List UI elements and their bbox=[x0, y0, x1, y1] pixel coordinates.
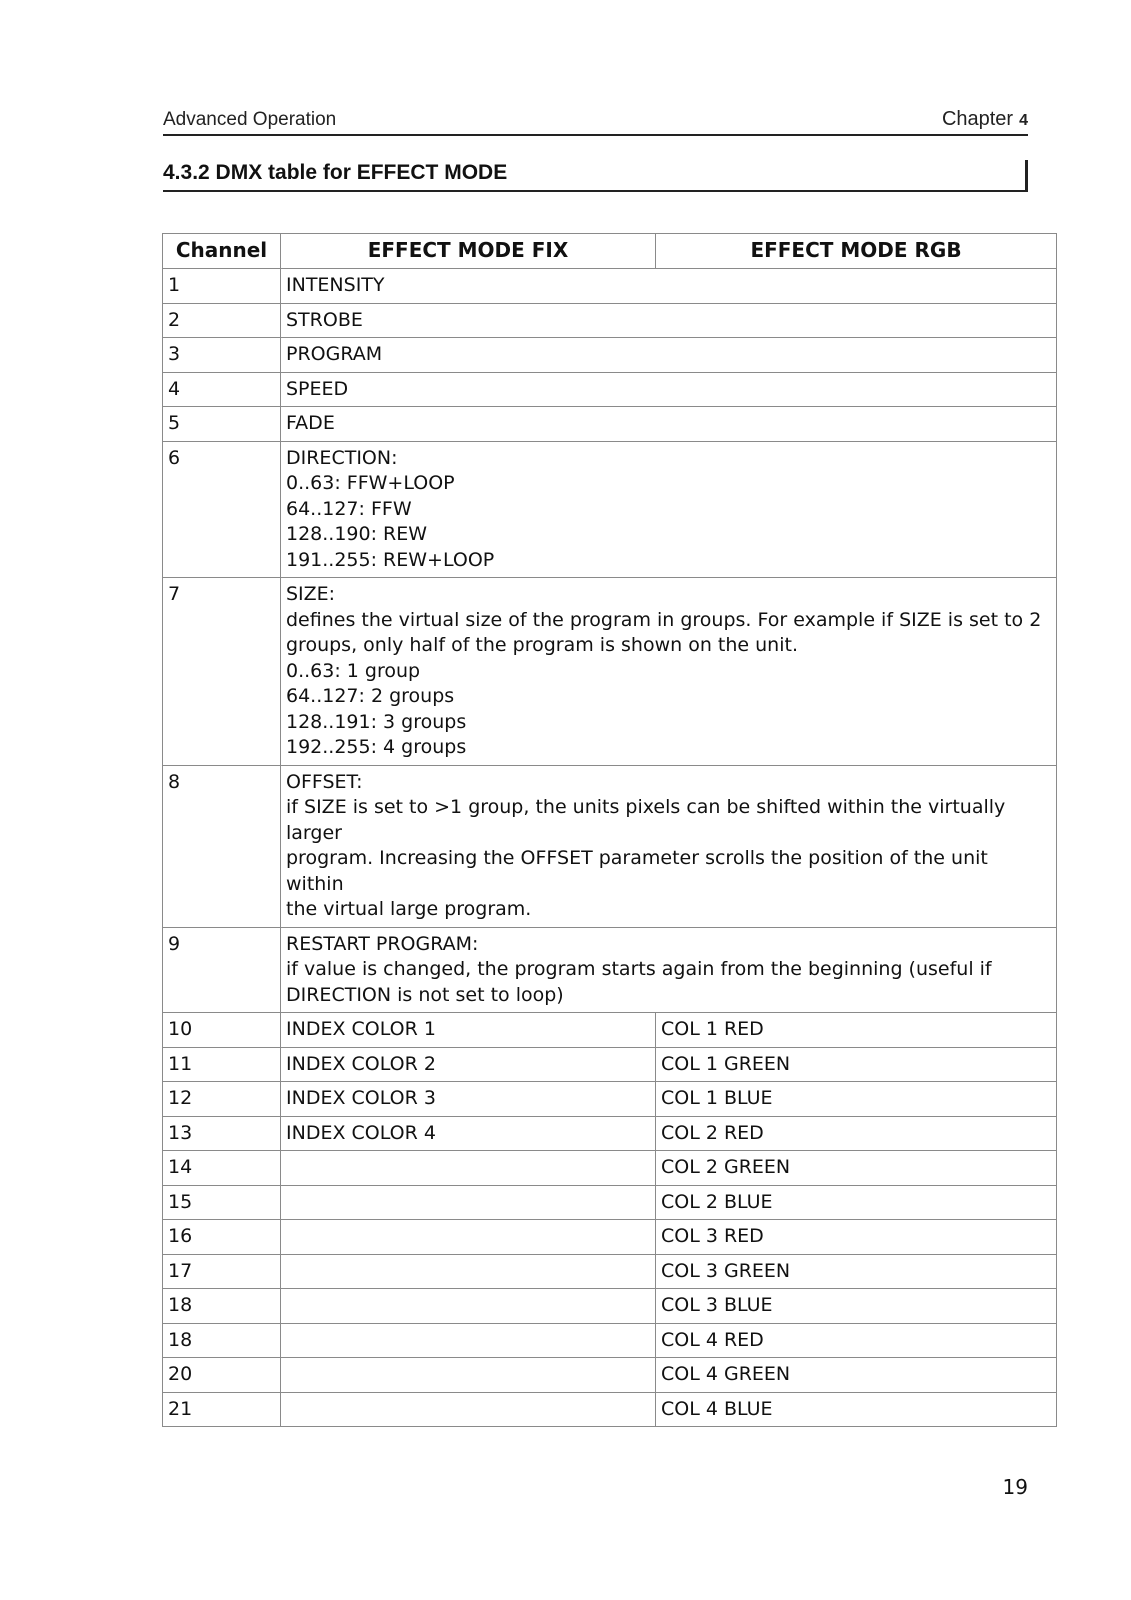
fix-cell bbox=[281, 1289, 656, 1324]
table-row bbox=[163, 927, 1057, 1013]
function-cell bbox=[281, 372, 1057, 407]
channel-cell: 10 bbox=[163, 1013, 281, 1048]
table-row bbox=[163, 765, 1057, 927]
function-line: STROBE bbox=[286, 308, 363, 331]
function-cell bbox=[281, 303, 1057, 338]
function-line: 0..63: FFW+LOOP bbox=[286, 472, 455, 494]
dmx-table bbox=[162, 233, 1057, 1427]
rgb-cell: COL 4 BLUE bbox=[656, 1392, 1057, 1427]
function-line: RESTART PROGRAM: bbox=[286, 932, 479, 955]
fix-cell: INDEX COLOR 1 bbox=[281, 1013, 656, 1048]
rgb-cell: COL 1 BLUE bbox=[656, 1082, 1057, 1117]
table-row bbox=[163, 1392, 1057, 1427]
function-line: 191..255: REW+LOOP bbox=[286, 548, 495, 571]
function-line: 64..127: FFW bbox=[286, 497, 412, 520]
function-line: PROGRAM bbox=[286, 343, 383, 365]
fix-cell bbox=[281, 1254, 656, 1289]
table-row bbox=[163, 441, 1057, 578]
function-cell bbox=[281, 578, 1057, 766]
table-row bbox=[163, 1082, 1057, 1117]
fix-cell bbox=[281, 1185, 656, 1220]
channel-cell: 9 bbox=[163, 927, 281, 1013]
function-line: groups, only half of the program is shown on the unit. bbox=[286, 634, 798, 656]
column-header-fix: EFFECT MODE FIX bbox=[281, 234, 656, 269]
table-row bbox=[163, 338, 1057, 373]
function-line: INTENSITY bbox=[286, 274, 385, 296]
channel-cell: 8 bbox=[163, 765, 281, 927]
table-row bbox=[163, 269, 1057, 304]
rgb-cell: COL 1 GREEN bbox=[656, 1047, 1057, 1082]
channel-cell: 5 bbox=[163, 407, 281, 442]
table-row bbox=[163, 1254, 1057, 1289]
table-row bbox=[163, 1358, 1057, 1393]
function-line: defines the virtual size of the program in groups. For example if SIZE is set to 2 bbox=[286, 608, 1042, 631]
chapter-label: Chapter bbox=[941, 108, 1014, 130]
channel-cell: 17 bbox=[163, 1254, 281, 1289]
table-row bbox=[163, 578, 1057, 766]
function-cell bbox=[281, 407, 1057, 442]
function-line: 128..190: REW bbox=[286, 523, 428, 545]
function-cell bbox=[281, 765, 1057, 927]
function-cell bbox=[281, 338, 1057, 373]
table-row bbox=[163, 1289, 1057, 1324]
channel-cell: 16 bbox=[163, 1220, 281, 1255]
function-line: 64..127: 2 groups bbox=[286, 685, 455, 707]
table-row bbox=[163, 1047, 1057, 1082]
fix-cell: INDEX COLOR 2 bbox=[281, 1047, 656, 1082]
column-header-rgb: EFFECT MODE RGB bbox=[656, 234, 1057, 269]
function-line: SIZE: bbox=[286, 583, 336, 605]
function-line: if value is changed, the program starts again from the beginning (useful if bbox=[286, 958, 992, 980]
channel-cell: 4 bbox=[163, 372, 281, 407]
channel-cell: 6 bbox=[163, 441, 281, 578]
table-row bbox=[163, 1013, 1057, 1048]
function-line: 192..255: 4 groups bbox=[286, 736, 467, 758]
function-line: DIRECTION is not set to loop) bbox=[286, 983, 564, 1006]
section-title: 4.3.2 DMX table for EFFECT MODE bbox=[163, 160, 1028, 192]
function-line: 0..63: 1 group bbox=[286, 659, 421, 682]
fix-cell bbox=[281, 1323, 656, 1358]
rgb-cell: COL 4 RED bbox=[656, 1323, 1057, 1358]
channel-cell: 13 bbox=[163, 1116, 281, 1151]
function-line: FADE bbox=[286, 412, 335, 434]
table-row bbox=[163, 407, 1057, 442]
function-line: the virtual large program. bbox=[286, 898, 532, 920]
channel-cell: 1 bbox=[163, 269, 281, 304]
rgb-cell: COL 1 RED bbox=[656, 1013, 1057, 1048]
channel-cell: 3 bbox=[163, 338, 281, 373]
fix-cell: INDEX COLOR 3 bbox=[281, 1082, 656, 1117]
channel-cell: 15 bbox=[163, 1185, 281, 1220]
channel-cell: 18 bbox=[163, 1323, 281, 1358]
fix-cell bbox=[281, 1358, 656, 1393]
column-header-channel: Channel bbox=[163, 234, 281, 269]
fix-cell: INDEX COLOR 4 bbox=[281, 1116, 656, 1151]
channel-cell: 7 bbox=[163, 578, 281, 766]
fix-cell bbox=[281, 1220, 656, 1255]
table-row bbox=[163, 1220, 1057, 1255]
rgb-cell: COL 2 GREEN bbox=[656, 1151, 1057, 1186]
function-line: if SIZE is set to >1 group, the units pixels can be shifted within the virtually larger bbox=[286, 796, 1006, 844]
channel-cell: 18 bbox=[163, 1289, 281, 1324]
rgb-cell: COL 3 GREEN bbox=[656, 1254, 1057, 1289]
table-body bbox=[163, 269, 1057, 1427]
table-row bbox=[163, 1116, 1057, 1151]
channel-cell: 2 bbox=[163, 303, 281, 338]
table-header-row bbox=[163, 234, 1057, 269]
function-line: DIRECTION: bbox=[286, 446, 398, 469]
chapter-number: 4 bbox=[1019, 112, 1028, 129]
rgb-cell: COL 3 RED bbox=[656, 1220, 1057, 1255]
function-cell bbox=[281, 441, 1057, 578]
rgb-cell: COL 3 BLUE bbox=[656, 1289, 1057, 1324]
function-line: program. Increasing the OFFSET parameter scrolls the position of the unit within bbox=[286, 847, 988, 895]
table-row bbox=[163, 1185, 1057, 1220]
rgb-cell: COL 4 GREEN bbox=[656, 1358, 1057, 1393]
function-line: 128..191: 3 groups bbox=[286, 710, 467, 733]
table-row bbox=[163, 303, 1057, 338]
page-number: 19 bbox=[1002, 1475, 1028, 1499]
header-chapter bbox=[942, 108, 1028, 131]
rgb-cell: COL 2 BLUE bbox=[656, 1185, 1057, 1220]
function-cell bbox=[281, 927, 1057, 1013]
channel-cell: 21 bbox=[163, 1392, 281, 1427]
channel-cell: 20 bbox=[163, 1358, 281, 1393]
table-row bbox=[163, 372, 1057, 407]
table-row bbox=[163, 1323, 1057, 1358]
running-header bbox=[163, 106, 1028, 136]
function-line: SPEED bbox=[286, 377, 349, 400]
function-cell bbox=[281, 269, 1057, 304]
function-line: OFFSET: bbox=[286, 770, 363, 793]
rgb-cell: COL 2 RED bbox=[656, 1116, 1057, 1151]
header-section-name: Advanced Operation bbox=[163, 109, 337, 130]
fix-cell bbox=[281, 1151, 656, 1186]
channel-cell: 14 bbox=[163, 1151, 281, 1186]
table-row bbox=[163, 1151, 1057, 1186]
channel-cell: 12 bbox=[163, 1082, 281, 1117]
fix-cell bbox=[281, 1392, 656, 1427]
channel-cell: 11 bbox=[163, 1047, 281, 1082]
